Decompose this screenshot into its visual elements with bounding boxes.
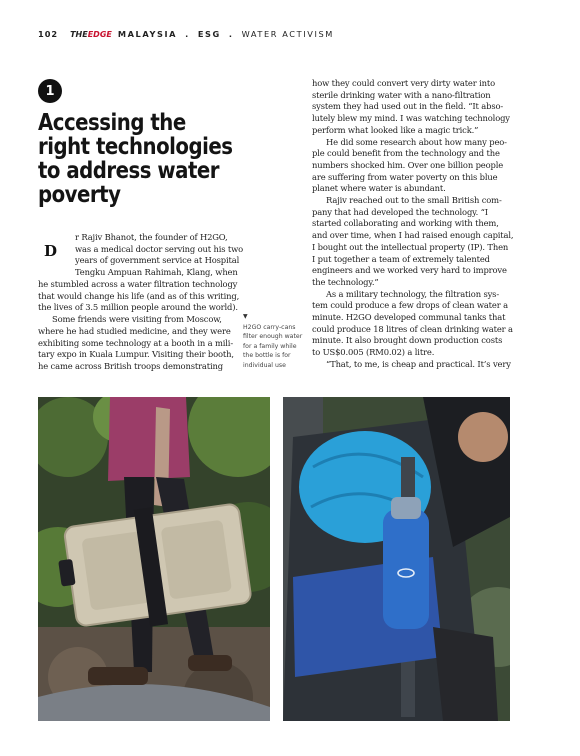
article-headline: Accessing the right technologies to address water poverty: [38, 108, 233, 208]
body-column-right: [312, 78, 512, 371]
brand-logo: THEEDGE: [70, 29, 112, 39]
caption-marker-icon: ▼: [243, 313, 248, 320]
article-number-badge: 1: [38, 79, 62, 103]
carry-can-photo: [38, 397, 270, 721]
backpack-bottle-photo: [283, 397, 510, 721]
header-separator: .: [185, 29, 190, 39]
header-topic: WATER ACTIVISM: [241, 29, 334, 39]
paragraph: how they could convert very dirty water into sterile drinking water with a nano-filtration system they had used out in the field. “It abso- lutely blew my mind. I was watching technology perform what looked like a magic trick.”: [312, 78, 510, 135]
header-section: ESG: [197, 29, 221, 39]
paragraph: he stumbled across a water filtration technology that would change his life (and as of this writing, the lives of 3.5 million people around the world).: [38, 279, 240, 313]
paragraph: He did some research about how many peo- ple could benefit from the technology and the numbers shocked him. Over one billion people are suffering from water poverty on this blue planet where water is abundant.: [312, 136, 507, 194]
dropcap: D: [44, 242, 57, 260]
paragraph: Rajiv reached out to the small British com- pany that had developed the technology. “I started collaborating and working with them, and over time, when I had raised enough capital, I bought out the intellectual property (IP). Then I put together a team of extremely talented engineers and we worked very hard to improve the technology.”: [312, 195, 514, 287]
header-country: MALAYSIA: [117, 29, 178, 39]
page-number: 102: [38, 29, 59, 39]
paragraph: “That, to me, is cheap and practical. It’s very: [326, 358, 511, 369]
dropcap-paragraph: D r Rajiv Bhanot, the founder of H2GO, was a medical doctor serving out his two years of government service at Hospital Tengku Ampuan Rahimah, Klang, when: [44, 232, 244, 278]
paragraph: Some friends were visiting from Moscow, where he had studied medicine, and they were exhibiting some technology at a booth in a mili- tary expo in Kuala Lumpur. Visiting their booth, he came across British troops demonstrating: [38, 314, 234, 371]
header-separator: .: [228, 29, 234, 39]
running-header: [38, 28, 334, 40]
paragraph: As a military technology, the filtration sys- tem could produce a few drops of clean water a minute. H2GO developed communal tanks that could produce 18 litres of clean drinking water a minute. It also brought down production costs to US$0.005 (RM0.02) a litre.: [312, 288, 513, 358]
body-column-left: [38, 232, 244, 373]
photo-caption: ▼ H2GO carry-cans filter enough water for a family while the bottle is for individual use: [243, 313, 303, 369]
